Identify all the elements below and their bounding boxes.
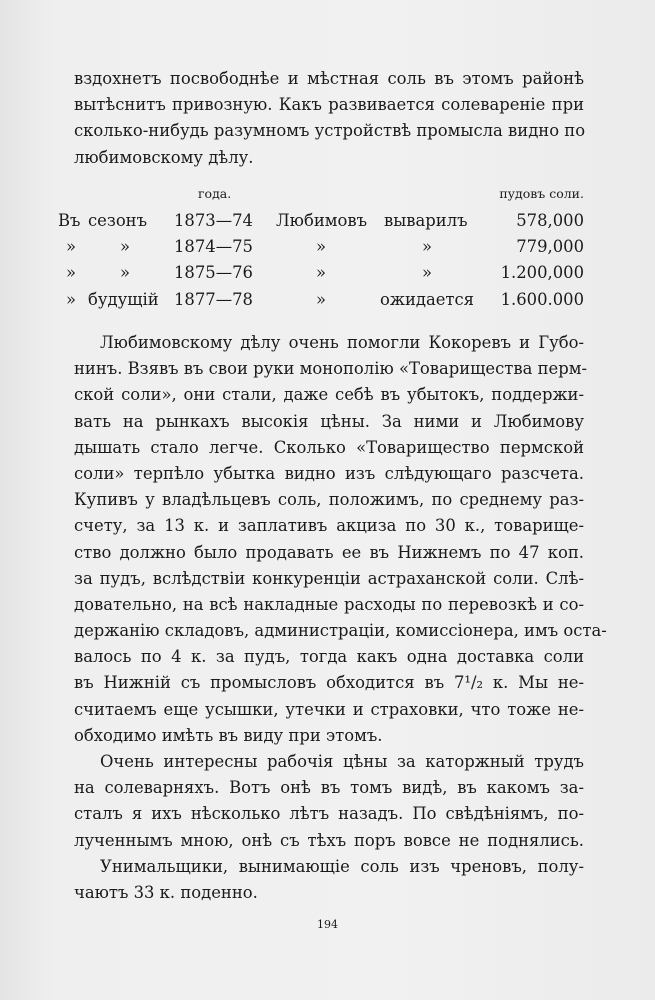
table-row [58, 287, 584, 313]
text-line: любимовскому дѣлу. [74, 147, 254, 167]
text-line: на солеварняхъ. Вотъ онѣ въ томъ видѣ, въ какомъ за- [74, 778, 584, 798]
cell-verb: » [422, 263, 433, 283]
table-row [58, 208, 584, 234]
text-line: валось по 4 к. за пудъ, тогда какъ одна доставка соли [74, 647, 584, 667]
text-line: дышать стало легче. Сколько «Товарищество пермской [74, 437, 584, 457]
text-line: ской соли», они стали, даже себѣ въ убытокъ, поддержи- [74, 385, 584, 405]
text-line: вать на рынкахъ высокія цѣны. За ними и Любимову [74, 411, 584, 431]
text-line: вздохнетъ посвободнѣе и мѣстная соль въ этомъ районѣ [74, 69, 584, 88]
text-line: ство должно было продавать ее въ Нижнемъ по 47 коп. [74, 542, 584, 562]
page-number: 194 [317, 918, 338, 931]
text-line: Любимовскому дѣлу очень помогли Кокоревъ и Губо- [100, 333, 584, 352]
text-line: Купивъ у владѣльцевъ соль, положимъ, по среднему раз- [74, 490, 584, 510]
table-header [58, 186, 584, 208]
cell-b: будущій [88, 289, 159, 309]
cell-amount: 1.600.000 [500, 289, 584, 309]
text-line: вытѣснитъ привозную. Какъ развивается солевареніе при [74, 95, 584, 115]
cell-a: » [66, 263, 77, 283]
table-row [58, 234, 584, 260]
text-line: Унимальщики, вынимающіе соль изъ чреновъ, полу- [100, 856, 584, 876]
cell-verb: ожидается [380, 289, 475, 309]
text-line: держанію складовъ, администраціи, комиссіонера, имъ оста- [74, 621, 607, 641]
paragraph-2 [74, 330, 607, 906]
cell-verb: выварилъ [384, 211, 468, 230]
text-line: считаемъ еще усышки, утечки и страховки, что тоже не- [74, 699, 584, 719]
text-line: соли» терпѣло убытка видно изъ слѣдующаго разсчета. [74, 463, 584, 483]
cell-b: » [120, 237, 131, 257]
text-line: довательно, на всѣ накладные расходы по перевозкѣ и со- [74, 594, 584, 614]
cell-years: 1874—75 [174, 237, 253, 257]
cell-years: 1877—78 [174, 289, 253, 309]
text-line: сколько-нибудь разумномъ устройствѣ промысла видно по [74, 121, 586, 141]
text-line: счету, за 13 к. и заплативъ акциза по 30 к., товарище- [74, 516, 584, 536]
salt-production-table [58, 186, 584, 313]
text-line: Очень интересны рабочія цѣны за каторжный трудъ [100, 752, 584, 771]
text-line: чаютъ 33 к. поденно. [74, 882, 258, 902]
text-line: обходимо имѣть въ виду при этомъ. [74, 725, 383, 745]
cell-who: » [316, 289, 327, 309]
paragraph-1 [74, 66, 584, 171]
cell-who: » [316, 263, 327, 283]
cell-years: 1875—76 [174, 263, 253, 283]
cell-years: 1873—74 [174, 211, 253, 230]
text-line: нинъ. Взявъ въ свои руки монополію «Товарищества перм- [74, 359, 587, 379]
cell-a: » [66, 237, 77, 257]
header-poods: пудовъ соли. [499, 186, 584, 201]
text-line: лученнымъ мною, онѣ съ тѣхъ поръ вовсе не поднялись. [74, 830, 584, 850]
cell-who: Любимовъ [276, 211, 368, 230]
text-line: въ Нижній съ промысловъ обходится въ 7¹/₂ к. Мы не- [74, 673, 584, 693]
cell-a: » [66, 289, 77, 309]
table-row [58, 260, 584, 286]
cell-a: Въ [58, 211, 81, 230]
cell-b: сезонъ [88, 211, 148, 230]
cell-amount: 779,000 [516, 237, 584, 257]
cell-amount: 1.200,000 [500, 263, 584, 283]
cell-amount: 578,000 [516, 211, 584, 230]
text-line: за пудъ, вслѣдствіи конкуренціи астраханской соли. Слѣ- [74, 568, 584, 588]
text-line: сталъ я ихъ нѣсколько лѣтъ назадъ. По свѣдѣніямъ, по- [74, 804, 584, 824]
cell-verb: » [422, 237, 433, 257]
header-years: года. [198, 186, 232, 201]
cell-who: » [316, 237, 327, 257]
cell-b: » [120, 263, 131, 283]
